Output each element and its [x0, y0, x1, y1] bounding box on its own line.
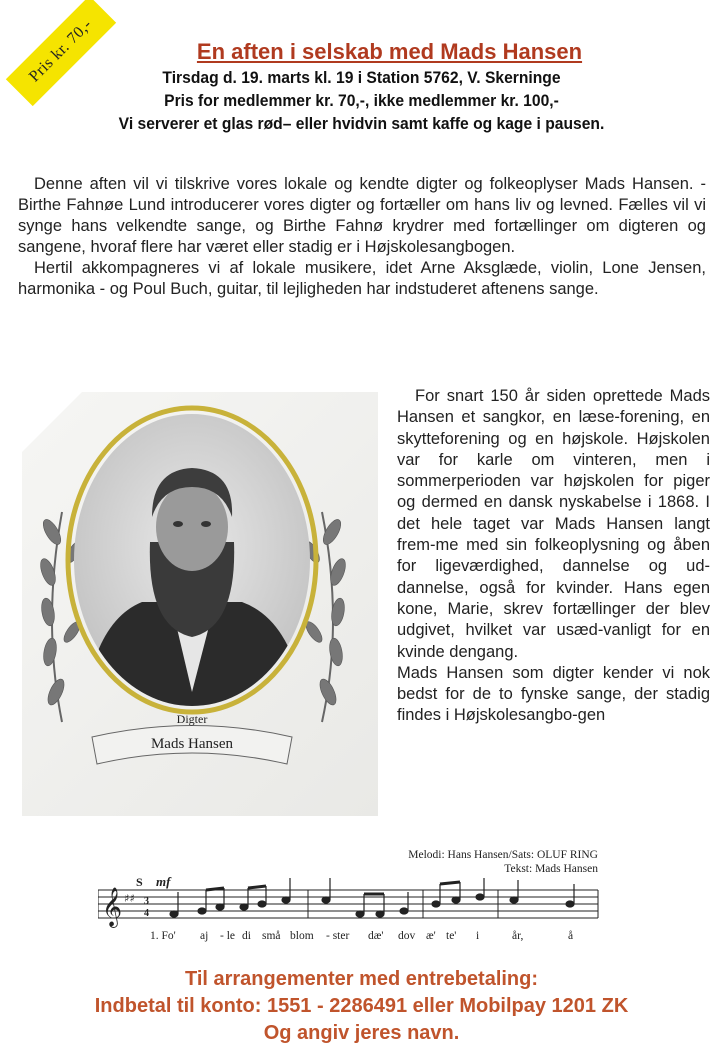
- payment-footer: [0, 966, 723, 1047]
- biography-paragraph-2: Mads Hansen som digter kender vi nok bedst for de to fynske sange, der stadig findes i Højskolesangbo-gen: [397, 663, 710, 725]
- lyric-syllable: dæ': [368, 930, 384, 942]
- lyric-syllable: aj: [200, 930, 209, 942]
- lyric-syllable: å: [568, 930, 574, 942]
- lyric-syllable: små: [262, 930, 281, 942]
- sharp-icon: ♯♯: [124, 892, 135, 905]
- intro-paragraph-2: Hertil akkompagneres vi af lokale musikere, idet Arne Aksglæde, violin, Lone Jensen, harmonika - og Poul Buch, guitar, til lejligheden har indstuderet aftenens sange.: [18, 259, 706, 298]
- lyric-syllable: dov: [398, 930, 416, 942]
- portrait-caption-top: Digter: [176, 712, 208, 726]
- melodi-credit: Melodi: Hans Hansen/Sats: OLUF RING: [408, 849, 598, 861]
- lyric-syllable: te': [446, 930, 457, 942]
- footer-line-1: Til arrangementer med entrebetaling:: [184, 968, 539, 990]
- lyric-syllable: - ster: [326, 930, 350, 942]
- intro-text: [18, 174, 706, 300]
- event-title: En aften i selskab med Mads Hansen: [196, 39, 583, 64]
- lyric-syllable: blom: [290, 930, 314, 942]
- lyric-syllable: 1. Fo': [150, 930, 176, 942]
- event-date-location: Tirsdag d. 19. marts kl. 19 i Station 5762, V. Skerninge: [162, 68, 561, 87]
- footer-line-2: Indbetal til konto: 1551 - 2286491 eller Mobilpay 1201 ZK: [94, 995, 629, 1017]
- time-sig-top: 3: [144, 896, 149, 907]
- lyric-syllable: i: [476, 930, 480, 942]
- portrait-photo: [62, 402, 322, 722]
- biography-text: [397, 386, 710, 727]
- event-price: Pris for medlemmer kr. 70,-, ikke medlemmer kr. 100,-: [164, 91, 559, 110]
- dynamic-marking: mf: [156, 874, 171, 889]
- event-header: [0, 38, 723, 135]
- time-sig-bottom: 4: [144, 908, 149, 919]
- footer-line-3: Og angiv jeres navn.: [263, 1022, 460, 1044]
- tekst-credit: Tekst: Mads Hansen: [504, 863, 598, 875]
- portrait-image: [22, 392, 378, 816]
- lyric-syllable: - le: [220, 930, 236, 942]
- section-mark: S: [136, 875, 143, 889]
- lyric-syllable: di: [242, 930, 251, 942]
- biography-paragraph-1: For snart 150 år siden oprettede Mads Hansen et sangkor, en læse-forening, en skytteforening og en højskole. Højskolen var for karle om vinteren, men i sommerperioden var højskolen for piger og dermed en dansk nyskabelse i 1868. I det hele taget var Mads Hansen langt frem-me med sin folkeoplysning og åben for ligeværdighed, dannelse og ud-dannelse, også for kvinder. Hans egen kone, Marie, skrev fortællinger der blev udgivet, hvilket var usæd-vanligt for en kvinde dengang.: [397, 387, 710, 661]
- price-tag-text: Pris kr. 70,-: [25, 15, 96, 86]
- intro-paragraph-1: Denne aften vil vi tilskrive vores lokale og kendte digter og folkeoplyser Mads Hansen. - Birthe Fahnøe Lund introducerer vores digter og fortæller om hans liv og levned. Fælles vil vi synge hans velkendte sange, og Birthe Fahnø krydrer med fortællinger om digteren og sangene, hvoraf flere har været eller stadig er i Højskolesangbogen.: [18, 175, 706, 256]
- treble-clef-icon: 𝄞: [102, 887, 123, 927]
- lyric-syllable: æ': [426, 930, 436, 942]
- event-serving: Vi serverer et glas rød– eller hvidvin samt kaffe og kage i pausen.: [118, 114, 605, 133]
- lyric-syllable: år,: [512, 930, 524, 942]
- portrait-caption-name: Mads Hansen: [150, 736, 234, 752]
